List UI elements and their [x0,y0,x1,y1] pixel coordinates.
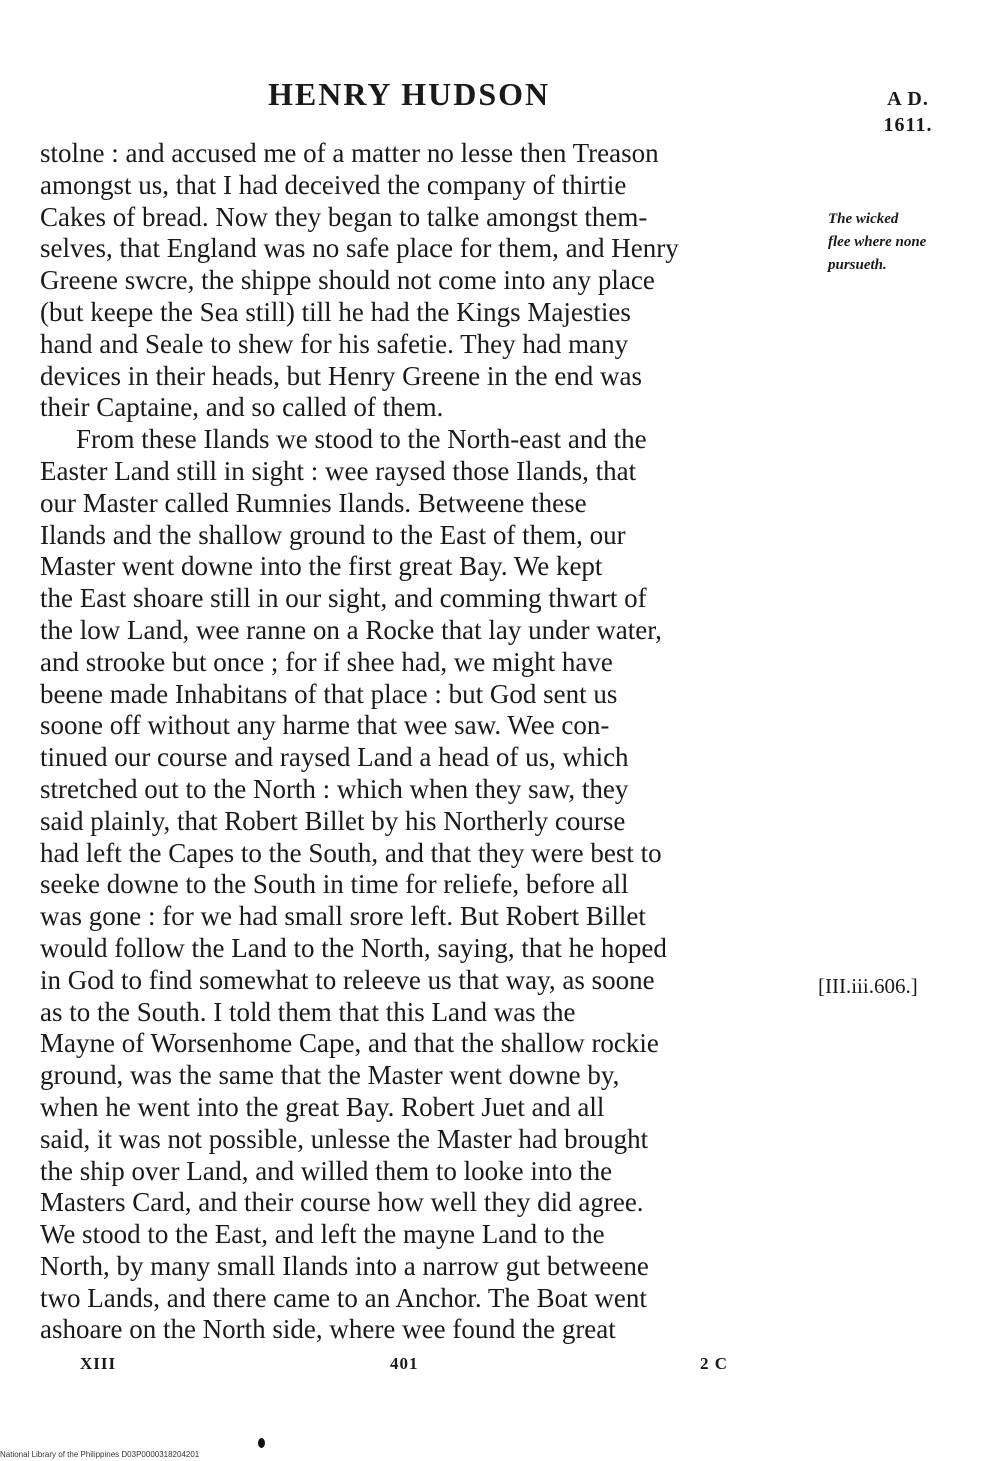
sidenote-line: The wicked [828,211,899,227]
text-line: in God to find somewhat to releeve us that way, as soone [40,964,655,995]
text-line: hand and Seale to shew for his safetie. They had many [40,328,629,359]
text-line: when he went into the great Bay. Robert Juet and all [40,1091,605,1122]
marginal-sidenote [828,208,978,277]
body-text [40,138,820,1346]
text-line: Easter Land still in sight : wee raysed those Ilands, that [40,455,637,486]
text-line: said, it was not possible, unlesse the Master had brought [40,1123,649,1154]
text-line: Masters Card, and their course how well they did agree. [40,1187,644,1218]
text-line: Greene swcre, the shippe should not come into any place [40,265,655,296]
text-line: stolne : and accused me of a matter no lesse then Treason [40,138,659,168]
text-line: We stood to the East, and left the mayne Land to the [40,1219,605,1250]
text-line: seeke downe to the South in time for reliefe, before all [40,869,629,900]
text-line: amongst us, that I had deceived the company of thirtie [40,169,627,200]
text-line: their Captaine, and so called of them. [40,392,444,423]
text-line: Ilands and the shallow ground to the East of them, our [40,519,626,550]
text-line: the East shoare still in our sight, and comming thwart of [40,583,647,614]
sidenote-line: flee where none [828,234,927,250]
text-line: the low Land, wee ranne on a Rocke that lay under water, [40,614,662,645]
text-line: Mayne of Worsenhome Cape, and that the shallow rockie [40,1028,659,1059]
text-line: soone off without any harme that wee saw. Wee con- [40,710,610,741]
text-line: ashoare on the North side, where wee found the great [40,1314,616,1345]
text-line: stretched out to the North : which when they saw, they [40,773,629,804]
sidenote-line: pursueth. [828,257,887,273]
ink-spot [258,1438,265,1448]
year-abbrev: A D. [887,88,929,110]
text-line: had left the Capes to the South, and that they were best to [40,837,662,868]
text-line: as to the South. I told them that this Land was the [40,996,576,1027]
text-line: our Master called Rumnies Ilands. Betweene these [40,487,587,518]
text-line: ground, was the same that the Master went downe by, [40,1060,620,1091]
text-line: the ship over Land, and willed them to looke into the [40,1155,613,1186]
text-line: two Lands, and there came to an Anchor. The Boat went [40,1282,647,1313]
text-line: was gone : for we had small srore left. But Robert Billet [40,901,646,932]
text-line: (but keepe the Sea still) till he had the Kings Majesties [40,296,631,327]
signature-mark: XIII [80,1354,117,1373]
text-line: selves, that England was no safe place for them, and Henry [40,233,679,264]
margin-page-reference: [III.iii.606.] [818,974,918,998]
text-line: Cakes of bread. Now they began to talke amongst them- [40,201,648,232]
text-line: Master went downe into the first great Bay. We kept [40,551,603,582]
year-marginal [868,86,948,138]
text-line: said plainly, that Robert Billet by his Northerly course [40,805,626,836]
text-line: devices in their heads, but Henry Greene in the end was [40,360,643,391]
gathering-mark: 2 C [700,1354,729,1373]
text-line: tinued our course and raysed Land a head of us, which [40,742,629,773]
text-line: would follow the Land to the North, saying, that he hoped [40,932,667,963]
scan-credit: National Library of the Philippines D03P0000318204201 [0,1450,200,1459]
text-line: beene made Inhabitans of that place : but God sent us [40,678,618,709]
page-number: 401 [390,1354,419,1373]
year-value: 1611. [883,114,933,136]
text-line: North, by many small Ilands into a narrow gut betweene [40,1250,649,1281]
text-line: and strooke but once ; for if shee had, we might have [40,646,613,677]
paragraph-start-line: From these Ilands we stood to the North-east and the [76,424,647,455]
running-head-title: HENRY HUDSON [268,76,551,112]
